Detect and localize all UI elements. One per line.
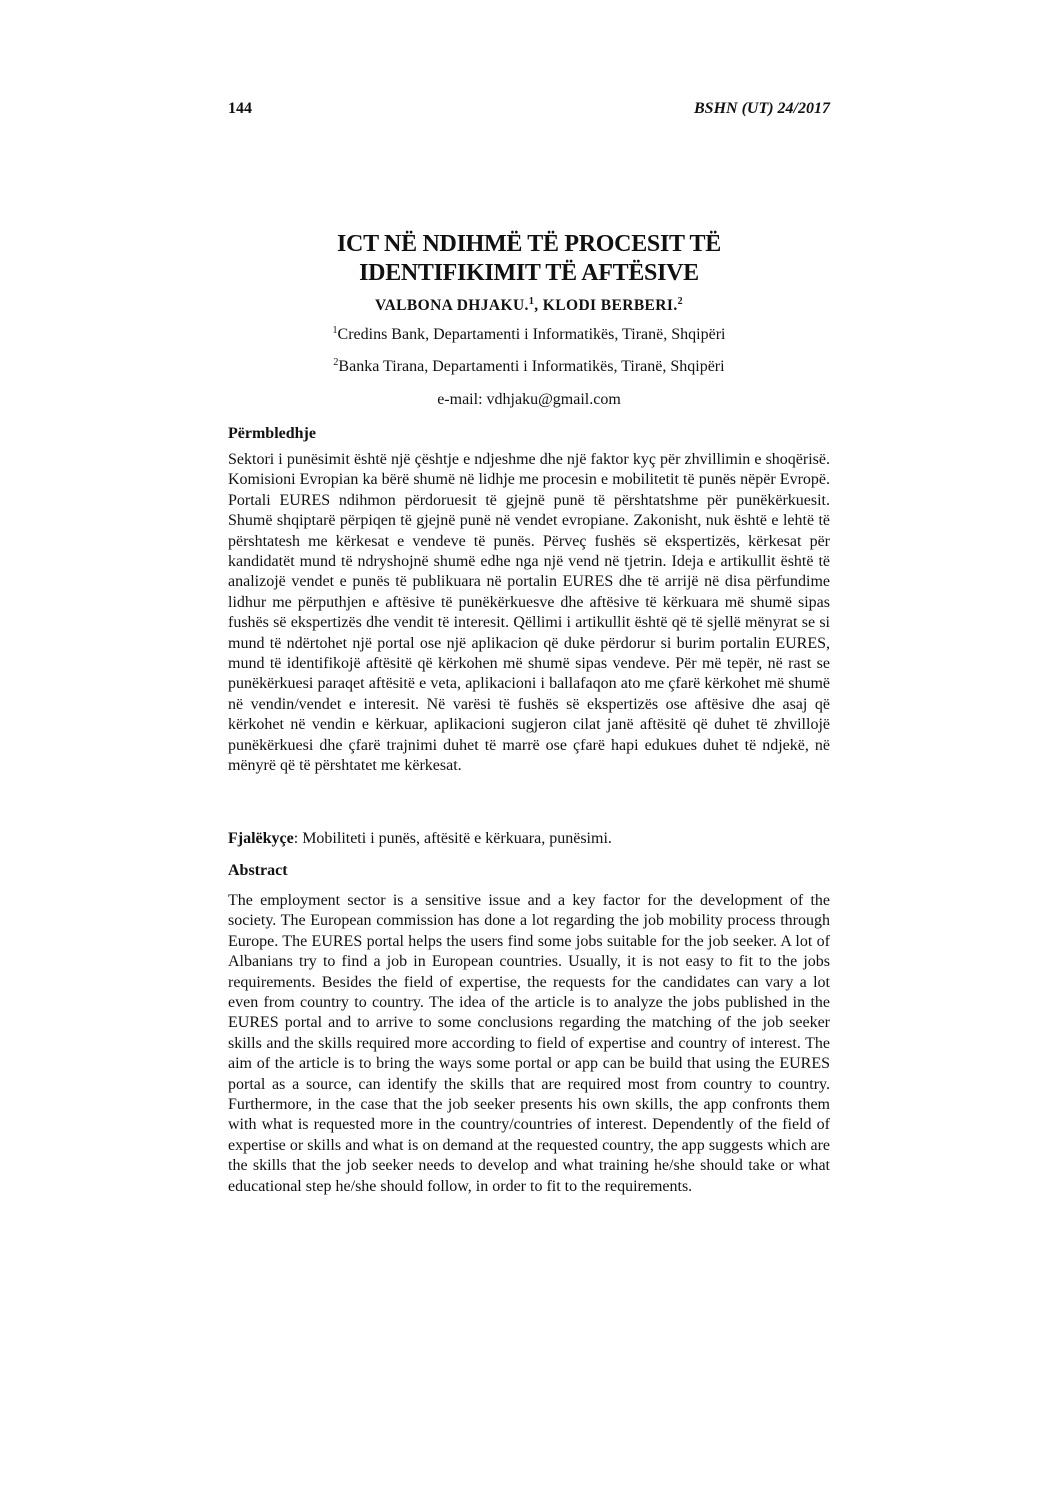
paper-title-line-1: ICT NË NDIHMË TË PROCESIT TË	[337, 231, 721, 257]
author-name: VALBONA DHJAKU.	[374, 297, 529, 314]
affiliation	[228, 326, 830, 344]
author-name: KLODI BERBERI.	[542, 297, 678, 314]
keywords-label: Fjalëkyçe	[228, 830, 294, 847]
author-affiliation-mark: 1	[528, 296, 535, 307]
journal-reference: BSHN (UT) 24/2017	[694, 100, 830, 117]
author-list	[228, 297, 830, 315]
section-heading-permbledhje: Përmbledhje	[228, 425, 316, 442]
author-affiliation-mark: 2	[677, 296, 684, 307]
abstract-english: The employment sector is a sensitive issue and a key factor for the development of the society. The European commission has done a lot regarding the job mobility process through Europe. The EURES portal helps the users find some jobs suitable for the job seeker. A lot of Albanians try to find a job in European countries. Usually, it is not easy to fit to the jobs requirements. Besides the field of expertise, the requests for the candidates can vary a lot even from country to country. The idea of the article is to analyze the jobs published in the EURES portal and to arrive to some conclusions regarding the matching of the job seeker skills and the skills required more according to field of expertise and country of interest. The aim of the article is to bring the ways some portal or app can be build that using the EURES portal as a source, can identify the skills that are required most from country to country. Furthermore, in the case that the job seeker presents his own skills, the app confronts them with what is requested more in the country/countries of interest. Dependently of the field of expertise or skills and what is on demand at the requested country, the app suggests which are the skills that the job seeker needs to develop and what training he/she should take or what educational step he/she should follow, in order to fit to the requirements.	[228, 892, 830, 1195]
affiliation-mark: 2	[333, 357, 339, 368]
affiliation-text: Credins Bank, Departamenti i Informatikës, Tiranë, Shqipëri	[337, 326, 726, 343]
affiliation-mark: 1	[332, 325, 338, 336]
affiliation-text: Banka Tirana, Departamenti i Informatikës, Tiranë, Shqipëri	[338, 358, 725, 375]
author-separator: ,	[534, 297, 543, 314]
affiliation	[228, 358, 830, 376]
paper-title	[228, 230, 830, 288]
paper-title-line-2: IDENTIFIKIMIT TË AFTËSIVE	[359, 260, 699, 286]
section-heading-abstract: Abstract	[228, 862, 288, 879]
page-header	[228, 100, 830, 122]
keywords-text: : Mobiliteti i punës, aftësitë e kërkuara, punësimi.	[293, 830, 612, 847]
page-number: 144	[228, 100, 252, 117]
keywords	[228, 829, 830, 849]
abstract-albanian: Sektori i punësimit është një çështje e ndjeshme dhe një faktor kyç për zhvillimin e shoqërisë. Komisioni Evropian ka bërë shumë në lidhje me procesin e mobilitetit të punës nëpër Evropë. Portali EURES ndihmon përdoruesit të gjejnë punë të përshtatshme për punëkërkuesit. Shumë shqiptarë përpiqen të gjejnë punë në vendet evropiane. Zakonisht, nuk është e lehtë të përshtatesh me kërkesat e vendeve të punës. Përveç fushës së ekspertizës, kërkesat për kandidatët mund të ndryshojnë shumë edhe nga një vend në tjetrin. Ideja e artikullit është të analizojë vendet e punës të publikuara në portalin EURES dhe të arrijë në disa përfundime lidhur me përputhjen e aftësive të punëkërkuesve dhe aftësive të kërkuara më shumë sipas fushës së ekspertizës dhe vendit të interesit. Qëllimi i artikullit është që të sjellë mënyrat se si mund të ndërtohet një portal ose një aplikacion që duke përdorur si burim portalin EURES, mund të identifikojë aftësitë që kërkohen më shumë sipas vendeve. Për më tepër, në rast se punëkërkuesi paraqet aftësitë e veta, aplikacioni i ballafaqon ato me çfarë kërkohet më shumë në vendin/vendet e interesit. Në varësi të fushës së ekspertizës ose aftësive dhe asaj që kërkohet në vendin e kërkuar, aplikacioni sugjeron cilat janë aftësitë që duhet të zhvillojë punëkërkuesi dhe çfarë trajnimi duhet të marrë ose çfarë hapi edukues duhet të ndjekë, në mënyrë që të përshtatet me kërkesat.	[228, 451, 830, 775]
contact-email: e-mail: vdhjaku@gmail.com	[437, 391, 621, 408]
